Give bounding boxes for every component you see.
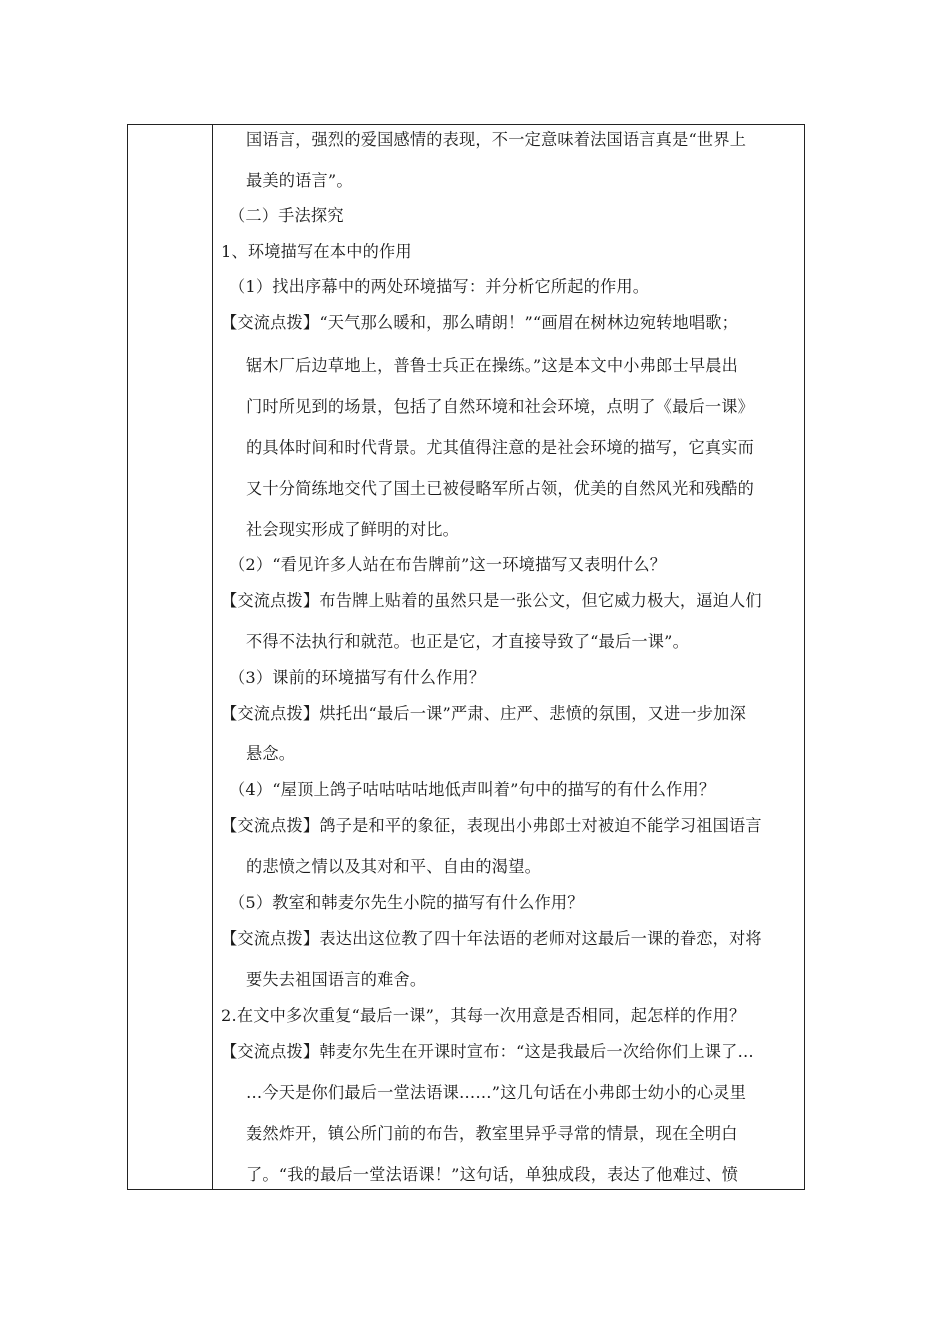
answer-line: 【交流点拨】“天气那么暖和，那么晴朗！”“画眉在树林边宛转地唱歌； [221, 313, 739, 332]
lesson-table [127, 124, 805, 1190]
text-line: …今天是你们最后一堂法语课……”这几句话在小弗郎士幼小的心灵里 [246, 1083, 747, 1102]
text-line: 的悲愤之情以及其对和平、自由的渴望。 [246, 857, 541, 876]
content-cell [213, 125, 804, 1189]
answer-line: 【交流点拨】布告牌上贴着的虽然只是一张公文，但它威力极大，逼迫人们 [221, 591, 762, 610]
text-line: 不得不法执行和就范。也正是它，才直接导致了“最后一课”。 [246, 632, 690, 651]
text-line: 社会现实形成了鲜明的对比。 [246, 520, 460, 539]
answer-line: 【交流点拨】表达出这位教了四十年法语的老师对这最后一课的眷恋，对将 [221, 929, 762, 948]
text-line: 要失去祖国语言的难舍。 [246, 970, 427, 989]
answer-line: 【交流点拨】韩麦尔先生在开课时宣布：“这是我最后一次给你们上课了… [221, 1042, 754, 1061]
text-line: 轰然炸开，镇公所门前的布告，教室里异乎寻常的情景，现在全明白 [246, 1124, 738, 1143]
question-line: （4）“屋顶上鸽子咕咕咕咕地低声叫着”句中的描写的有什么作用？ [229, 780, 716, 799]
text-line: 了。“我的最后一堂法语课！”这句话，单独成段，表达了他难过、愤 [246, 1165, 739, 1184]
question-line: 2.在文中多次重复“最后一课”，其每一次用意是否相同，起怎样的作用？ [221, 1006, 746, 1025]
question-line: （5）教室和韩麦尔先生小院的描写有什么作用？ [229, 893, 584, 912]
answer-line: 【交流点拨】鸽子是和平的象征，表现出小弗郎士对被迫不能学习祖国语言 [221, 816, 762, 835]
question-line: （1）找出序幕中的两处环境描写：并分析它所起的作用。 [229, 277, 650, 296]
text-line: 国语言，强烈的爱国感情的表现，不一定意味着法国语言真是“世界上 [246, 130, 747, 149]
answer-line: 【交流点拨】烘托出“最后一课”严肃、庄严、悲愤的氛围，又进一步加深 [221, 704, 746, 723]
question-line: （2）“看见许多人站在布告牌前”这一环境描写又表明什么？ [229, 555, 667, 574]
text-line: 最美的语言”。 [246, 171, 353, 190]
text-line: 悬念。 [246, 744, 296, 763]
text-line: 又十分简练地交代了国土已被侵略军所占领，优美的自然风光和残酷的 [246, 479, 755, 498]
text-line: 1、环境描写在本中的作用 [221, 242, 412, 261]
section-heading: （二）手法探究 [229, 206, 344, 225]
text-line: 的具体时间和时代背景。尤其值得注意的是社会环境的描写，它真实而 [246, 438, 755, 457]
text-line: 锯木厂后边草地上，普鲁士兵正在操练。”这是本文中小弗郎士早晨出 [246, 356, 738, 375]
text-line: 门时所见到的场景，包括了自然环境和社会环境，点明了《最后一课》 [246, 397, 755, 416]
question-line: （3）课前的环境描写有什么作用？ [229, 668, 486, 687]
